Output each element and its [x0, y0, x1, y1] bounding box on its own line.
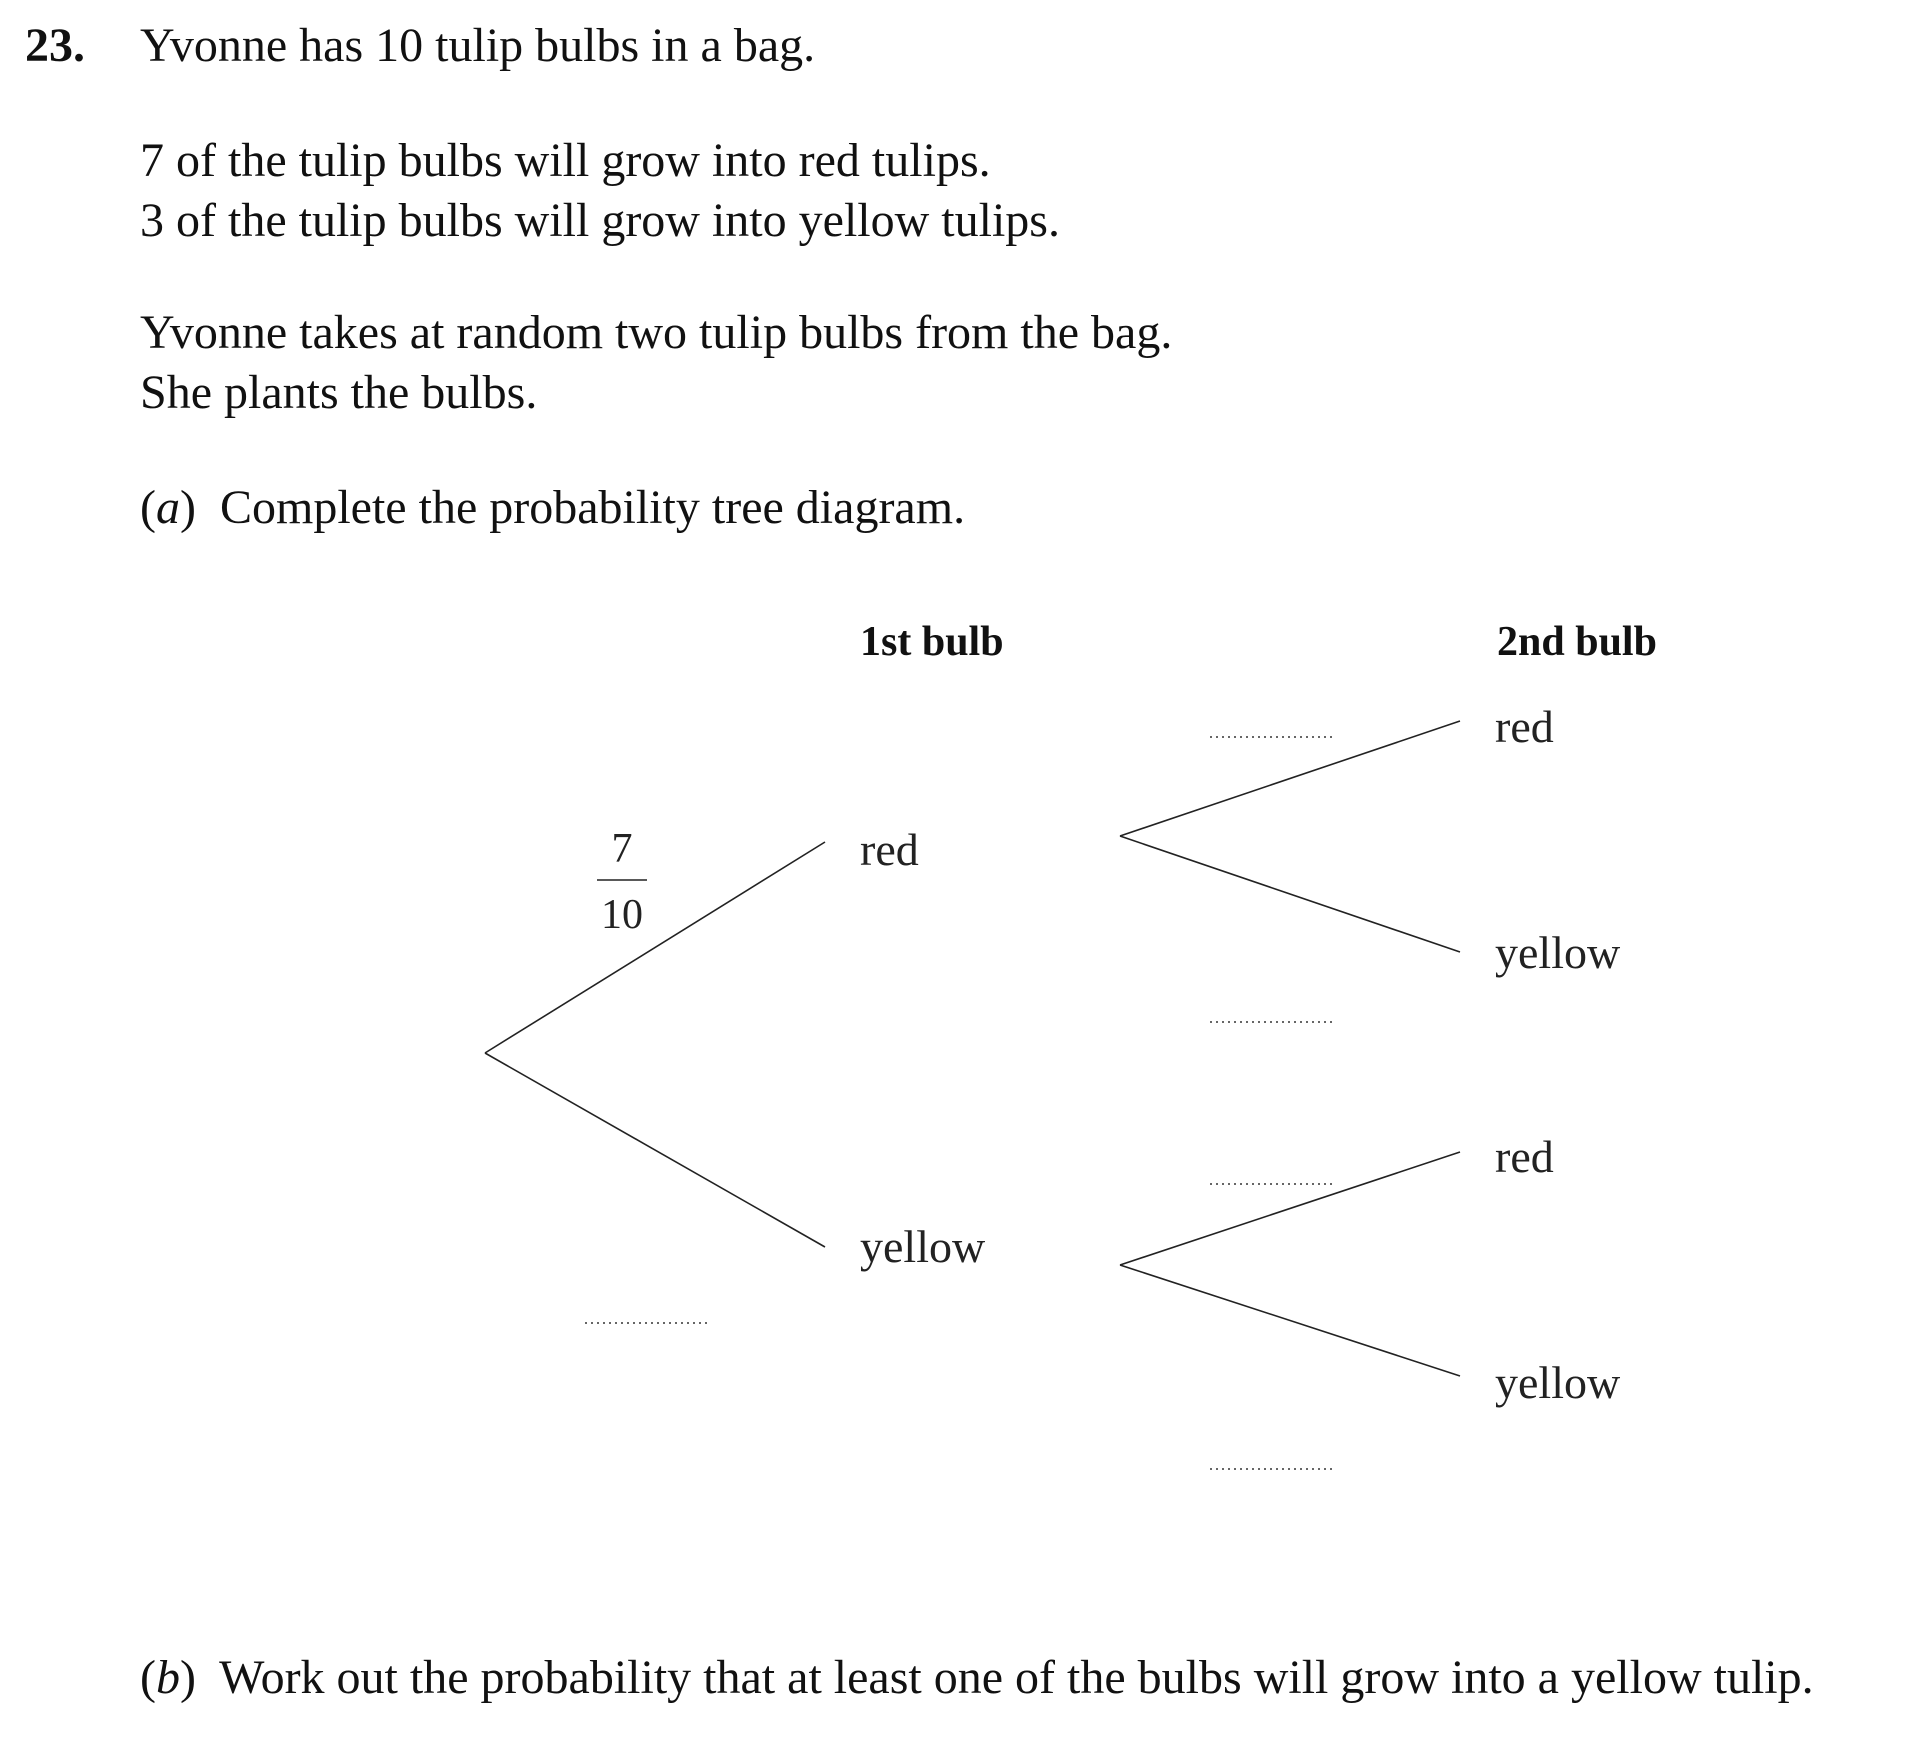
fact-red: 7 of the tulip bulbs will grow into red tulips. [140, 134, 991, 187]
part-b-letter: b [155, 1651, 180, 1704]
first-outcome-red: red [860, 824, 919, 875]
scenario-plant: She plants the bulbs. [140, 366, 538, 419]
part-b-prompt: (b) Work out the probability that at least one of the bulbs will grow into a yellow tulip. [140, 1651, 1814, 1704]
question-intro: Yvonne has 10 tulip bulbs in a bag. [140, 19, 816, 72]
second-outcome-yellow-2: yellow [1495, 1357, 1621, 1408]
second-outcome-red-1: red [1495, 701, 1554, 752]
branch-first-yellow [485, 1053, 825, 1247]
part-b-text: Work out the probability that at least one of the bulbs will grow into a yellow tulip. [219, 1651, 1814, 1704]
first-bulb-header: 1st bulb [860, 619, 1004, 665]
branch-red-yellow [1120, 836, 1460, 952]
branch-first-red [485, 842, 825, 1053]
branch-yellow-red [1120, 1152, 1460, 1265]
second-outcome-red-2: red [1495, 1131, 1554, 1182]
branch-red-red [1120, 721, 1460, 836]
fact-yellow: 3 of the tulip bulbs will grow into yellow tulips. [140, 194, 1060, 247]
second-outcome-yellow-1: yellow [1495, 927, 1621, 978]
part-a-text: Complete the probability tree diagram. [219, 481, 966, 534]
given-probability-denominator: 10 [601, 892, 643, 938]
branch-yellow-yellow [1120, 1265, 1460, 1376]
question-number: 23. [25, 19, 85, 72]
part-a-prompt: (a) Complete the probability tree diagram. [140, 481, 966, 534]
given-probability-numerator: 7 [611, 826, 633, 872]
part-a-letter: a [155, 481, 180, 534]
scenario-take: Yvonne takes at random two tulip bulbs from the bag. [140, 306, 1173, 359]
second-bulb-header: 2nd bulb [1497, 619, 1657, 665]
first-outcome-yellow: yellow [860, 1221, 986, 1272]
